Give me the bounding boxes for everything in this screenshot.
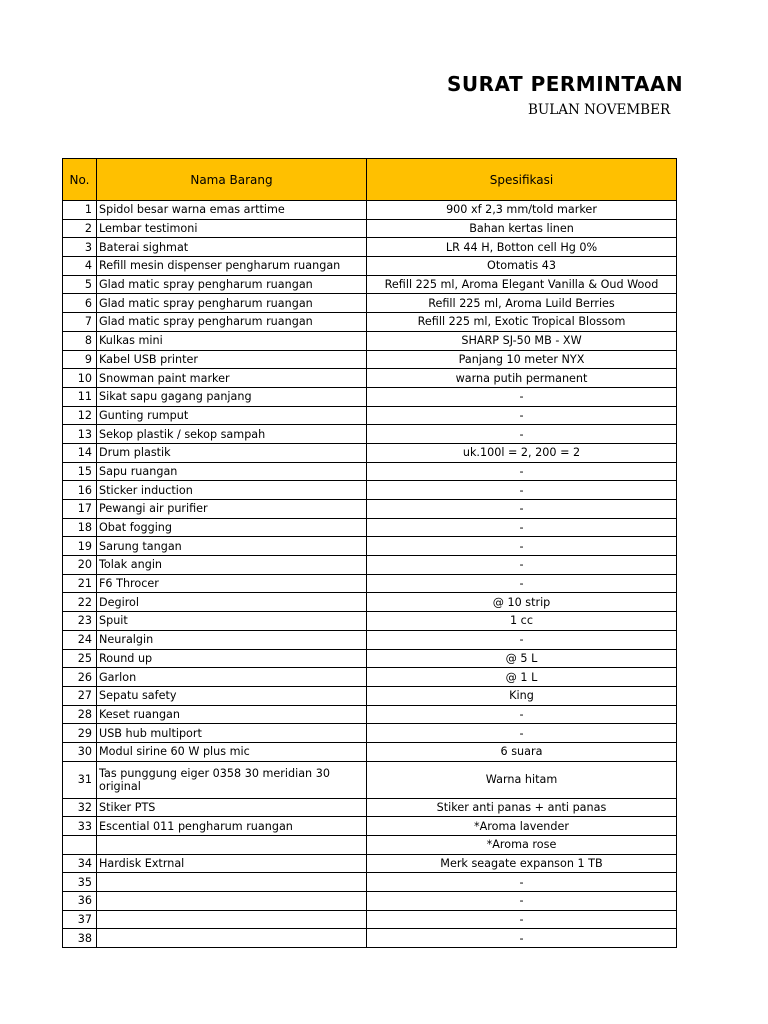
row-number: 9 [63,350,97,369]
table-row [63,612,677,631]
table-row [63,910,677,929]
table-row [63,425,677,444]
table-row [63,873,677,892]
item-spec: Refill 225 ml, Aroma Luild Berries [367,294,677,313]
row-number: 5 [63,275,97,294]
item-name: Modul sirine 60 W plus mic [97,742,367,761]
item-spec: SHARP SJ-50 MB - XW [367,331,677,350]
table-row [63,574,677,593]
item-spec: @ 1 L [367,668,677,687]
item-spec: 900 xf 2,3 mm/told marker [367,201,677,220]
row-number: 34 [63,854,97,873]
item-spec: Stiker anti panas + anti panas [367,798,677,817]
item-name: Tas punggung eiger 0358 30 meridian 30 original [97,761,367,798]
item-spec: - [367,537,677,556]
item-name: Glad matic spray pengharum ruangan [97,294,367,313]
item-name: Garlon [97,668,367,687]
row-number: 3 [63,238,97,257]
item-spec: King [367,686,677,705]
item-spec: Panjang 10 meter NYX [367,350,677,369]
table-row [63,761,677,798]
item-name: Hardisk Extrnal [97,854,367,873]
row-number: 18 [63,518,97,537]
item-name: Round up [97,649,367,668]
item-spec: *Aroma lavender [367,817,677,836]
item-spec: LR 44 H, Botton cell Hg 0% [367,238,677,257]
row-number: 19 [63,537,97,556]
table-row [63,929,677,948]
item-name: Drum plastik [97,443,367,462]
row-number: 36 [63,892,97,911]
row-number: 8 [63,331,97,350]
row-number: 16 [63,481,97,500]
row-number: 6 [63,294,97,313]
item-spec: - [367,705,677,724]
item-name [97,892,367,911]
table-row [63,387,677,406]
item-spec: *Aroma rose [367,836,677,855]
item-spec: - [367,387,677,406]
item-spec: - [367,910,677,929]
item-spec: Bahan kertas linen [367,219,677,238]
item-name: Glad matic spray pengharum ruangan [97,275,367,294]
row-number: 17 [63,500,97,519]
item-spec: - [367,873,677,892]
table-row [63,219,677,238]
item-name: Escential 011 pengharum ruangan [97,817,367,836]
row-number: 10 [63,369,97,388]
row-number: 27 [63,686,97,705]
item-name: Sepatu safety [97,686,367,705]
item-spec: - [367,630,677,649]
item-name: Baterai sighmat [97,238,367,257]
item-name: Refill mesin dispenser pengharum ruangan [97,257,367,276]
table-row [63,892,677,911]
item-spec: - [367,500,677,519]
table-row [63,724,677,743]
item-spec: 6 suara [367,742,677,761]
item-name: Sticker induction [97,481,367,500]
table-row [63,556,677,575]
row-number: 29 [63,724,97,743]
row-number: 25 [63,649,97,668]
table-row [63,238,677,257]
item-name: Kulkas mini [97,331,367,350]
item-spec: Refill 225 ml, Aroma Elegant Vanilla & Oud Wood [367,275,677,294]
table-row [63,406,677,425]
item-spec: 1 cc [367,612,677,631]
item-name: Sikat sapu gagang panjang [97,387,367,406]
item-spec: - [367,574,677,593]
row-number: 32 [63,798,97,817]
item-name: Spidol besar warna emas arttime [97,201,367,220]
row-number: 1 [63,201,97,220]
item-name: Gunting rumput [97,406,367,425]
item-name: Degirol [97,593,367,612]
table-row [63,481,677,500]
table-row [63,201,677,220]
table-row [63,500,677,519]
row-number: 22 [63,593,97,612]
item-spec: Otomatis 43 [367,257,677,276]
table-row [63,817,677,836]
item-spec: - [367,481,677,500]
item-name [97,836,367,855]
item-name: Sekop plastik / sekop sampah [97,425,367,444]
table-row [63,294,677,313]
item-spec: - [367,892,677,911]
row-number: 11 [63,387,97,406]
item-spec: uk.100l = 2, 200 = 2 [367,443,677,462]
item-spec: Warna hitam [367,761,677,798]
table-row [63,331,677,350]
table-row [63,742,677,761]
table-row [63,686,677,705]
row-number: 35 [63,873,97,892]
item-spec: Refill 225 ml, Exotic Tropical Blossom [367,313,677,332]
row-number: 14 [63,443,97,462]
item-name: Stiker PTS [97,798,367,817]
row-number: 4 [63,257,97,276]
item-spec: Merk seagate expanson 1 TB [367,854,677,873]
row-number: 15 [63,462,97,481]
item-spec: @ 5 L [367,649,677,668]
table-row [63,462,677,481]
item-name: Sapu ruangan [97,462,367,481]
item-name: Obat fogging [97,518,367,537]
table-row [63,593,677,612]
table-row [63,443,677,462]
table-row [63,630,677,649]
row-number: 24 [63,630,97,649]
row-number: 13 [63,425,97,444]
row-number: 31 [63,761,97,798]
row-number: 37 [63,910,97,929]
table-row [63,798,677,817]
row-number: 26 [63,668,97,687]
item-name: F6 Throcer [97,574,367,593]
table-row [63,313,677,332]
item-name [97,873,367,892]
item-name: Tolak angin [97,556,367,575]
table-body [63,201,677,948]
item-name: Snowman paint marker [97,369,367,388]
item-spec: - [367,406,677,425]
document-title: SURAT PERMINTAAN [447,72,684,96]
item-name: Pewangi air purifier [97,500,367,519]
column-header-spec: Spesifikasi [367,159,677,201]
row-number [63,836,97,855]
row-number: 28 [63,705,97,724]
item-spec: - [367,929,677,948]
row-number: 12 [63,406,97,425]
item-name [97,929,367,948]
request-table [62,158,677,948]
item-spec: - [367,518,677,537]
item-name: Spuit [97,612,367,631]
row-number: 33 [63,817,97,836]
item-name: USB hub multiport [97,724,367,743]
table-row [63,836,677,855]
item-spec: - [367,462,677,481]
item-spec: - [367,425,677,444]
item-spec: @ 10 strip [367,593,677,612]
item-name: Lembar testimoni [97,219,367,238]
table-row [63,257,677,276]
item-name [97,910,367,929]
table-row [63,275,677,294]
row-number: 30 [63,742,97,761]
column-header-name: Nama Barang [97,159,367,201]
table-row [63,668,677,687]
item-name: Keset ruangan [97,705,367,724]
table-row [63,369,677,388]
item-spec: - [367,724,677,743]
item-name: Neuralgin [97,630,367,649]
item-spec: warna putih permanent [367,369,677,388]
document-subtitle: BULAN NOVEMBER [528,102,671,118]
table-header-row [63,159,677,201]
column-header-no: No. [63,159,97,201]
row-number: 21 [63,574,97,593]
item-name: Kabel USB printer [97,350,367,369]
item-spec: - [367,556,677,575]
table-row [63,705,677,724]
item-name: Glad matic spray pengharum ruangan [97,313,367,332]
table-row [63,518,677,537]
row-number: 2 [63,219,97,238]
row-number: 7 [63,313,97,332]
row-number: 23 [63,612,97,631]
table-row [63,649,677,668]
row-number: 38 [63,929,97,948]
item-name: Sarung tangan [97,537,367,556]
table-row [63,350,677,369]
table-row [63,854,677,873]
table-row [63,537,677,556]
row-number: 20 [63,556,97,575]
